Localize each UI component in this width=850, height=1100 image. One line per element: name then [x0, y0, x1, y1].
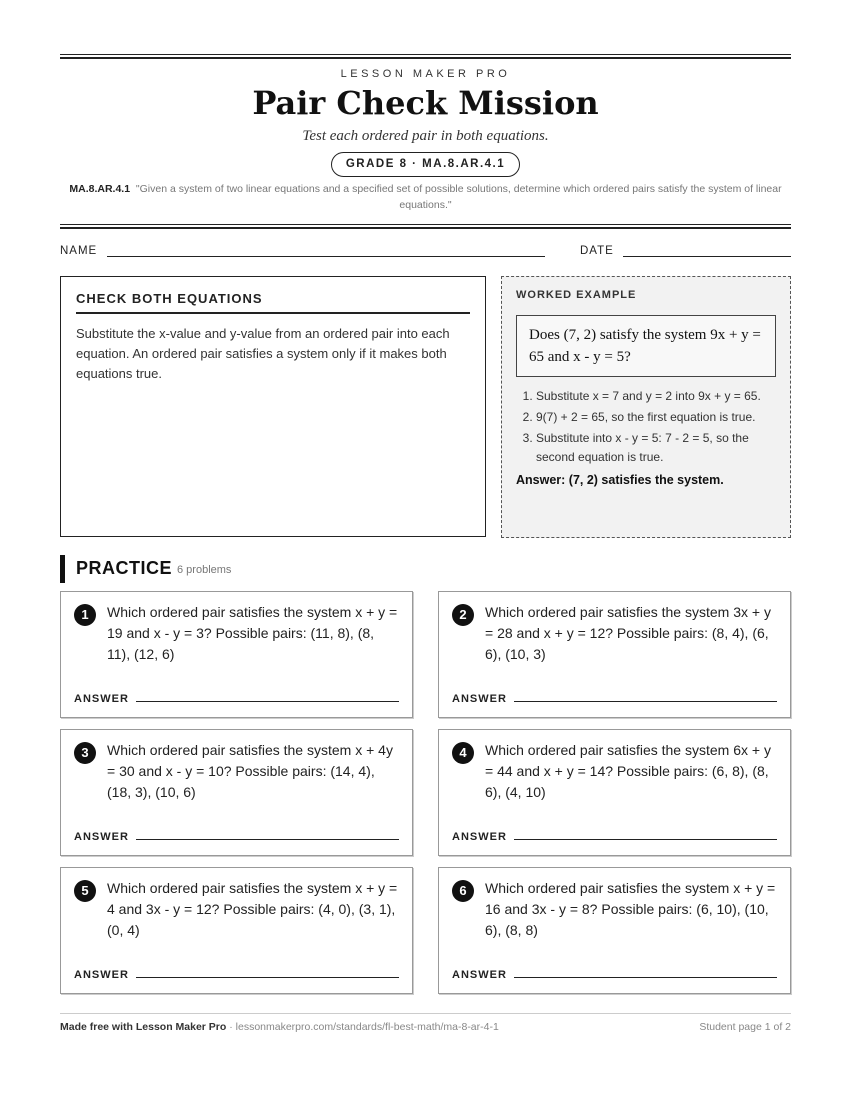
date-label: DATE [580, 245, 614, 257]
problem-card-2 [438, 591, 791, 718]
problem-question: Which ordered pair satisfies the system x + y = 4 and 3x - y = 12? Possible pairs: (4, 0), (3, 1), (0, 4) [107, 880, 398, 938]
intro-heading: CHECK BOTH EQUATIONS [76, 291, 470, 314]
intro-body: Substitute the x-value and y-value from an ordered pair into each equation. An ordered pair satisfies a system only if it makes both equations true. [76, 326, 450, 381]
problem-number: 3 [74, 742, 96, 764]
problem-question: Which ordered pair satisfies the system x + y = 19 and x - y = 3? Possible pairs: (11, 8), (8, 11), (12, 6) [107, 604, 398, 662]
problem-card-5 [60, 867, 413, 994]
answer-label: ANSWER [74, 831, 129, 843]
problem-card-1 [60, 591, 413, 718]
answer-label: ANSWER [452, 693, 507, 705]
intro-box [60, 276, 486, 537]
practice-count: 6 problems [177, 564, 232, 576]
header-bottom-double-rule [60, 224, 791, 229]
worked-example-answer: Answer: (7, 2) satisfies the system. [516, 473, 724, 487]
footer-credit [60, 1021, 499, 1033]
worked-example-step: 2. 9(7) + 2 = 65, so the first equation is true. [536, 408, 776, 427]
problem-number: 6 [452, 880, 474, 902]
answer-field[interactable] [514, 839, 777, 840]
answer-label: ANSWER [452, 831, 507, 843]
top-double-rule [60, 54, 791, 59]
footer-rule [60, 1013, 791, 1014]
footer-page-number: Student page 1 of 2 [699, 1021, 791, 1033]
name-field[interactable] [107, 256, 545, 257]
problem-card-6 [438, 867, 791, 994]
worked-example-question: Does (7, 2) satisfy the system 9x + y = 65 and x - y = 5? [516, 315, 776, 377]
answer-field[interactable] [136, 977, 399, 978]
grade-badge: GRADE 8 · MA.8.AR.4.1 [331, 152, 520, 177]
worked-example-steps [516, 387, 776, 467]
problem-question: Which ordered pair satisfies the system 6x + y = 44 and x + y = 14? Possible pairs: (6, 8), (8, 6), (4, 10) [485, 742, 771, 800]
answer-label: ANSWER [74, 969, 129, 981]
brand-name: LESSON MAKER PRO [340, 68, 511, 80]
problem-number: 2 [452, 604, 474, 626]
answer-label: ANSWER [74, 693, 129, 705]
worked-example-step: 1. Substitute x = 7 and y = 2 into 9x + y = 65. [536, 387, 776, 406]
problem-card-3 [60, 729, 413, 856]
standard-statement [60, 181, 791, 213]
worked-example-box [501, 276, 791, 538]
problem-question: Which ordered pair satisfies the system x + 4y = 30 and x - y = 10? Possible pairs: (14, 4), (18, 3), (10, 6) [107, 742, 393, 800]
answer-field[interactable] [136, 839, 399, 840]
problem-card-4 [438, 729, 791, 856]
answer-field[interactable] [514, 701, 777, 702]
problem-number: 4 [452, 742, 474, 764]
answer-field[interactable] [514, 977, 777, 978]
problem-number: 1 [74, 604, 96, 626]
name-label: NAME [60, 245, 98, 257]
footer-url[interactable]: · lessonmakerpro.com/standards/fl-best-math/ma-8-ar-4-1 [226, 1021, 499, 1033]
worked-example-heading: WORKED EXAMPLE [516, 289, 637, 301]
problem-number: 5 [74, 880, 96, 902]
page-subtitle: Test each ordered pair in both equations. [302, 128, 549, 144]
grade-badge-wrap [60, 152, 791, 177]
practice-title: PRACTICE [76, 558, 173, 578]
page-title: Pair Check Mission [252, 84, 599, 122]
answer-field[interactable] [136, 701, 399, 702]
name-date-row [60, 245, 791, 261]
worked-example-step: 3. Substitute into x - y = 5: 7 - 2 = 5, so the second equation is true. [536, 429, 776, 467]
problem-question: Which ordered pair satisfies the system x + y = 16 and 3x - y = 8? Possible pairs: (6, 10), (10, 6), (8, 8) [485, 880, 776, 938]
footer-made-with: Made free with Lesson Maker Pro [60, 1021, 227, 1033]
practice-accent-bar [60, 555, 65, 583]
answer-label: ANSWER [452, 969, 507, 981]
date-field[interactable] [623, 256, 791, 257]
standard-code: MA.8.AR.4.1 [69, 183, 131, 195]
standard-text: "Given a system of two linear equations and a specified set of possible solutions, determine which ordered pairs satisfy the system of linear equations." [135, 183, 782, 211]
problem-question: Which ordered pair satisfies the system 3x + y = 28 and x + y = 12? Possible pairs: (8, 4), (6, 6), (10, 3) [485, 604, 771, 662]
